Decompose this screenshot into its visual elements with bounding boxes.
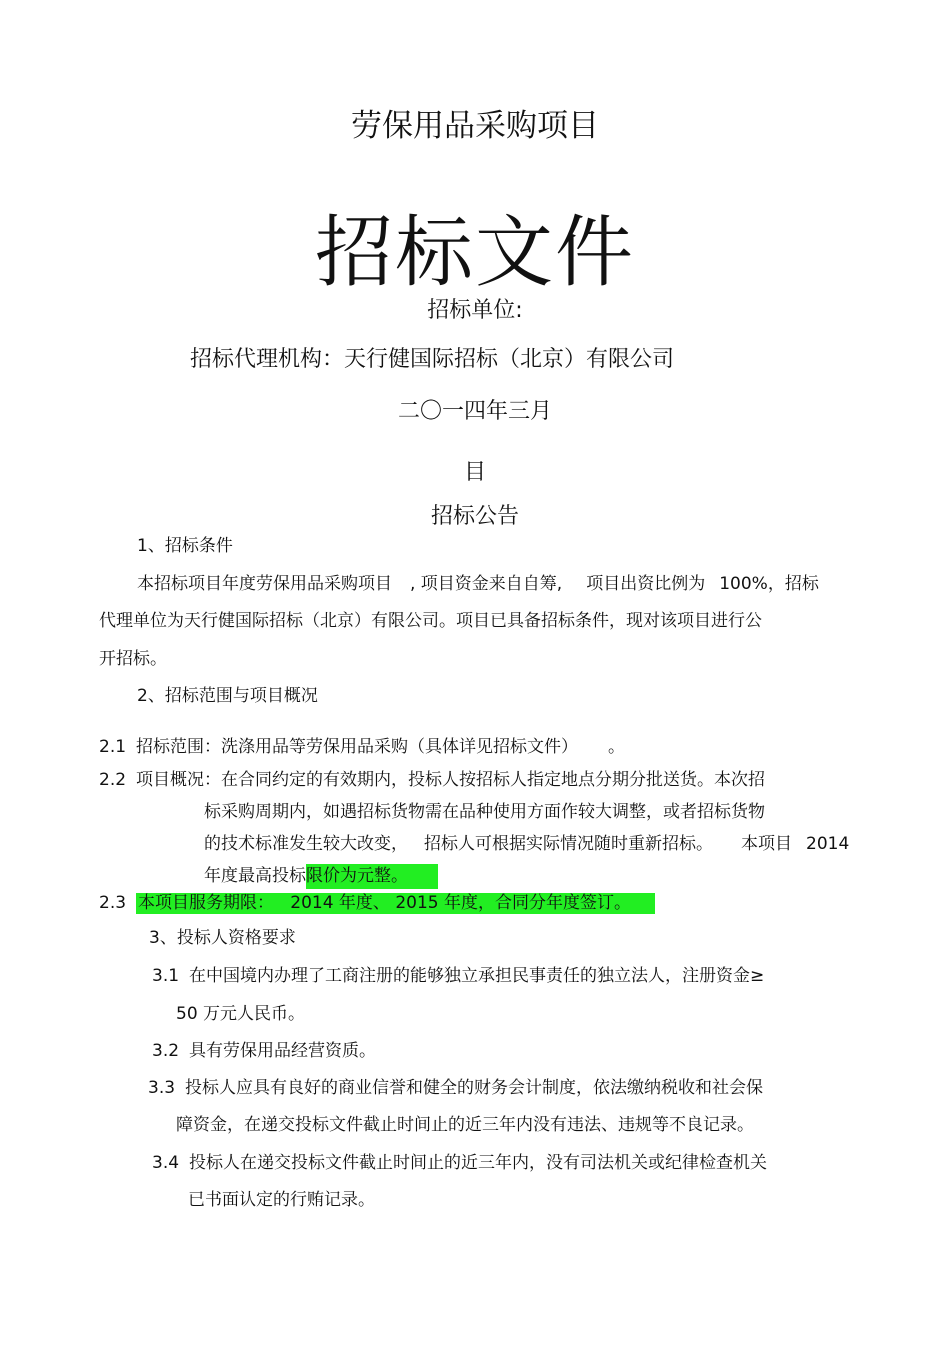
agency-line: 招标代理机构：天行健国际招标（北京）有限公司	[190, 347, 675, 372]
item-text: 的技术标准发生较大改变，	[204, 834, 408, 854]
section-1-para-line-1	[137, 576, 819, 593]
project-title: 劳保用品采购项目	[351, 108, 599, 144]
issue-date: 二〇一四年三月	[397, 399, 552, 424]
section-1-text: 100%，招标	[719, 574, 819, 594]
tender-unit-line: 招标单位:	[427, 298, 523, 323]
item-text: 在中国境内办理了工商注册的能够独立承担民事责任的独立法人，注册资金≥	[189, 966, 765, 986]
toc-heading: 目	[463, 460, 486, 485]
item-text: 2014	[806, 834, 850, 854]
highlighted-text: 限价为元整。	[306, 864, 438, 889]
item-text: 项目概况：在合同约定的有效期内，投标人按招标人指定地点分期分批送货。本次招	[136, 770, 766, 790]
item-number: 3.2	[152, 1041, 180, 1061]
section-1-heading: 1、招标条件	[137, 536, 233, 556]
item-text: 投标人应具有良好的商业信誉和健全的财务会计制度，依法缴纳税收和社会保	[185, 1078, 764, 1098]
item-2-2-line-4	[204, 868, 438, 889]
section-1-para-line-2: 代理单位为天行健国际招标（北京）有限公司。项目已具备招标条件，现对该项目进行公	[99, 611, 762, 631]
item-2-2-line-1	[99, 772, 765, 789]
item-text: 具有劳保用品经营资质。	[189, 1041, 377, 1061]
item-3-2	[152, 1043, 376, 1060]
item-text: 年度最高投标	[204, 866, 306, 886]
section-1-text: , 项目资金来自自筹,	[410, 574, 563, 594]
item-2-2-line-2: 标采购周期内，如遇招标货物需在品种使用方面作较大调整，或者招标货物	[204, 802, 765, 822]
section-2-heading: 2、招标范围与项目概况	[137, 686, 318, 706]
item-2-3	[99, 893, 655, 914]
item-text: 本项目	[741, 834, 792, 854]
section-1-para-line-3: 开招标。	[99, 649, 167, 669]
item-number: 2.1	[99, 737, 127, 757]
section-1-text: 本招标项目年度劳保用品采购项目	[137, 574, 392, 594]
item-number: 2.2	[99, 770, 127, 790]
document-title: 招标文件	[314, 208, 635, 298]
item-number: 3.4	[152, 1153, 180, 1173]
item-3-1-line-1	[152, 968, 764, 985]
item-text: 。	[608, 737, 626, 757]
highlighted-text: 本项目服务期限： 2014 年度、 2015 年度，合同分年度签订。	[136, 893, 655, 914]
item-2-2-line-3	[204, 836, 849, 853]
item-2-1	[99, 739, 625, 756]
item-3-3-line-2: 障资金，在递交投标文件截止时间止的近三年内没有违法、违规等不良记录。	[176, 1115, 754, 1135]
section-1-text: 项目出资比例为	[586, 574, 706, 594]
item-text: 招标范围：洗涤用品等劳保用品采购（具体详见招标文件）	[136, 737, 579, 757]
item-text: 招标人可根据实际情况随时重新招标。	[424, 834, 713, 854]
notice-heading: 招标公告	[430, 504, 519, 529]
item-text: 投标人在递交投标文件截止时间止的近三年内，没有司法机关或纪律检查机关	[189, 1153, 768, 1173]
item-3-4-line-1	[152, 1155, 767, 1172]
item-number: 3.1	[152, 966, 180, 986]
item-number: 2.3	[99, 893, 127, 913]
item-3-3-line-1	[148, 1080, 763, 1097]
item-3-4-line-2: 已书面认定的行贿记录。	[188, 1190, 375, 1210]
item-3-1-line-2: 50 万元人民币。	[176, 1004, 306, 1024]
item-number: 3.3	[148, 1078, 176, 1098]
section-3-heading: 3、投标人资格要求	[149, 928, 296, 948]
